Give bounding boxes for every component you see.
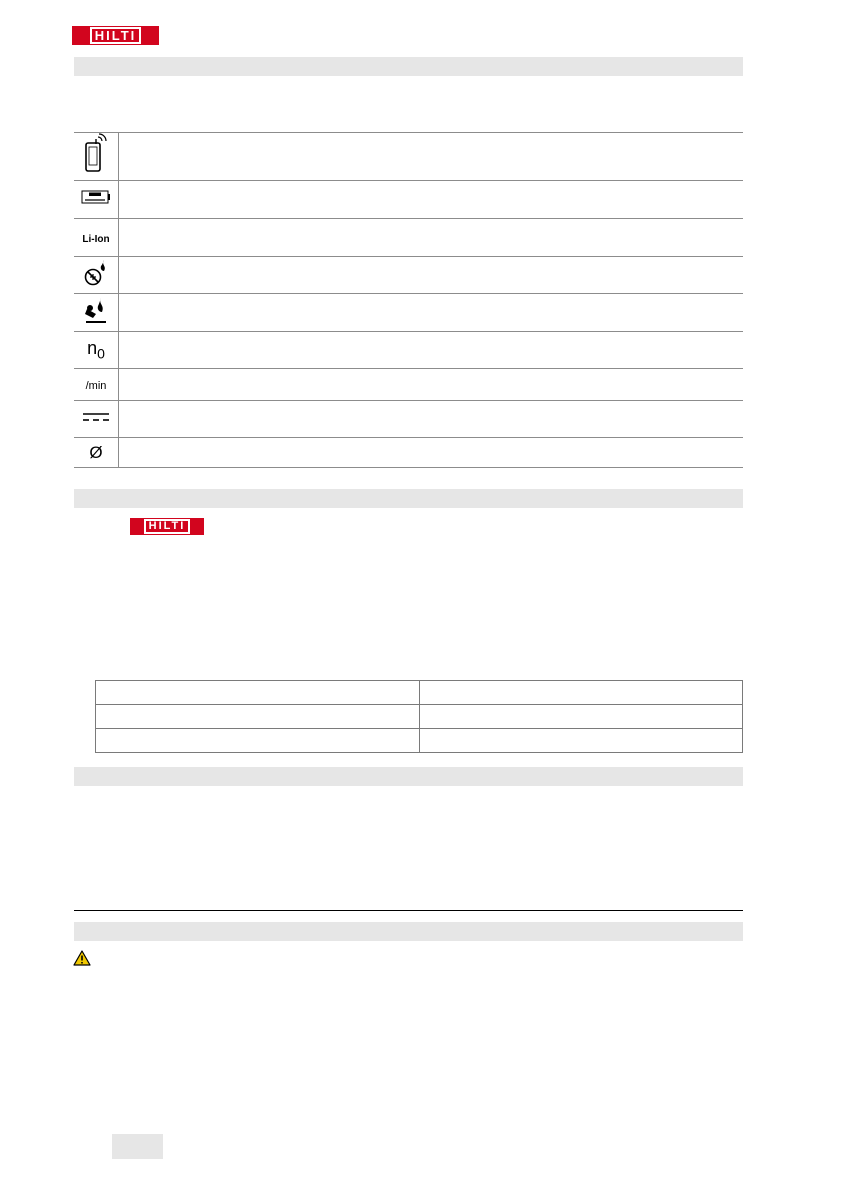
- table-row: [96, 681, 743, 705]
- table-row: [96, 729, 743, 753]
- symbol-row: [74, 133, 743, 181]
- diameter-icon: Ø: [89, 442, 103, 462]
- symbol-row: [74, 332, 743, 369]
- section-header-band: [74, 767, 743, 786]
- symbol-row: [74, 294, 743, 332]
- per-minute-icon: /min: [85, 379, 107, 392]
- symbol-row: [74, 369, 743, 401]
- section-header-band: [74, 922, 743, 941]
- no-load-speed-icon: $n_0$: [87, 338, 105, 362]
- battery-flame-icon: [82, 295, 110, 325]
- symbol-row: [74, 401, 743, 438]
- direct-current-icon: [82, 411, 110, 423]
- section-header-band: [74, 489, 743, 508]
- divider: [74, 910, 743, 911]
- hilti-battery-label-icon: [81, 190, 111, 204]
- data-table: [95, 680, 743, 753]
- hilti-logo-text: HILTI: [144, 519, 191, 534]
- li-ion-text-icon: Li-Ion: [82, 233, 110, 245]
- symbol-row: [74, 438, 743, 468]
- section-header-band: [74, 57, 743, 76]
- symbol-row: [74, 181, 743, 219]
- page-number-tab: [112, 1134, 163, 1159]
- warning-triangle-icon: [73, 950, 91, 971]
- no-fire-icon: [82, 258, 110, 288]
- symbol-table: [74, 132, 743, 468]
- table-row: [96, 705, 743, 729]
- hilti-logo-inline: [130, 518, 204, 535]
- remote-phone-icon: [81, 133, 111, 175]
- hilti-logo: [72, 26, 159, 45]
- symbol-row: [74, 257, 743, 294]
- symbol-row: [74, 219, 743, 257]
- hilti-logo-text: HILTI: [90, 27, 142, 44]
